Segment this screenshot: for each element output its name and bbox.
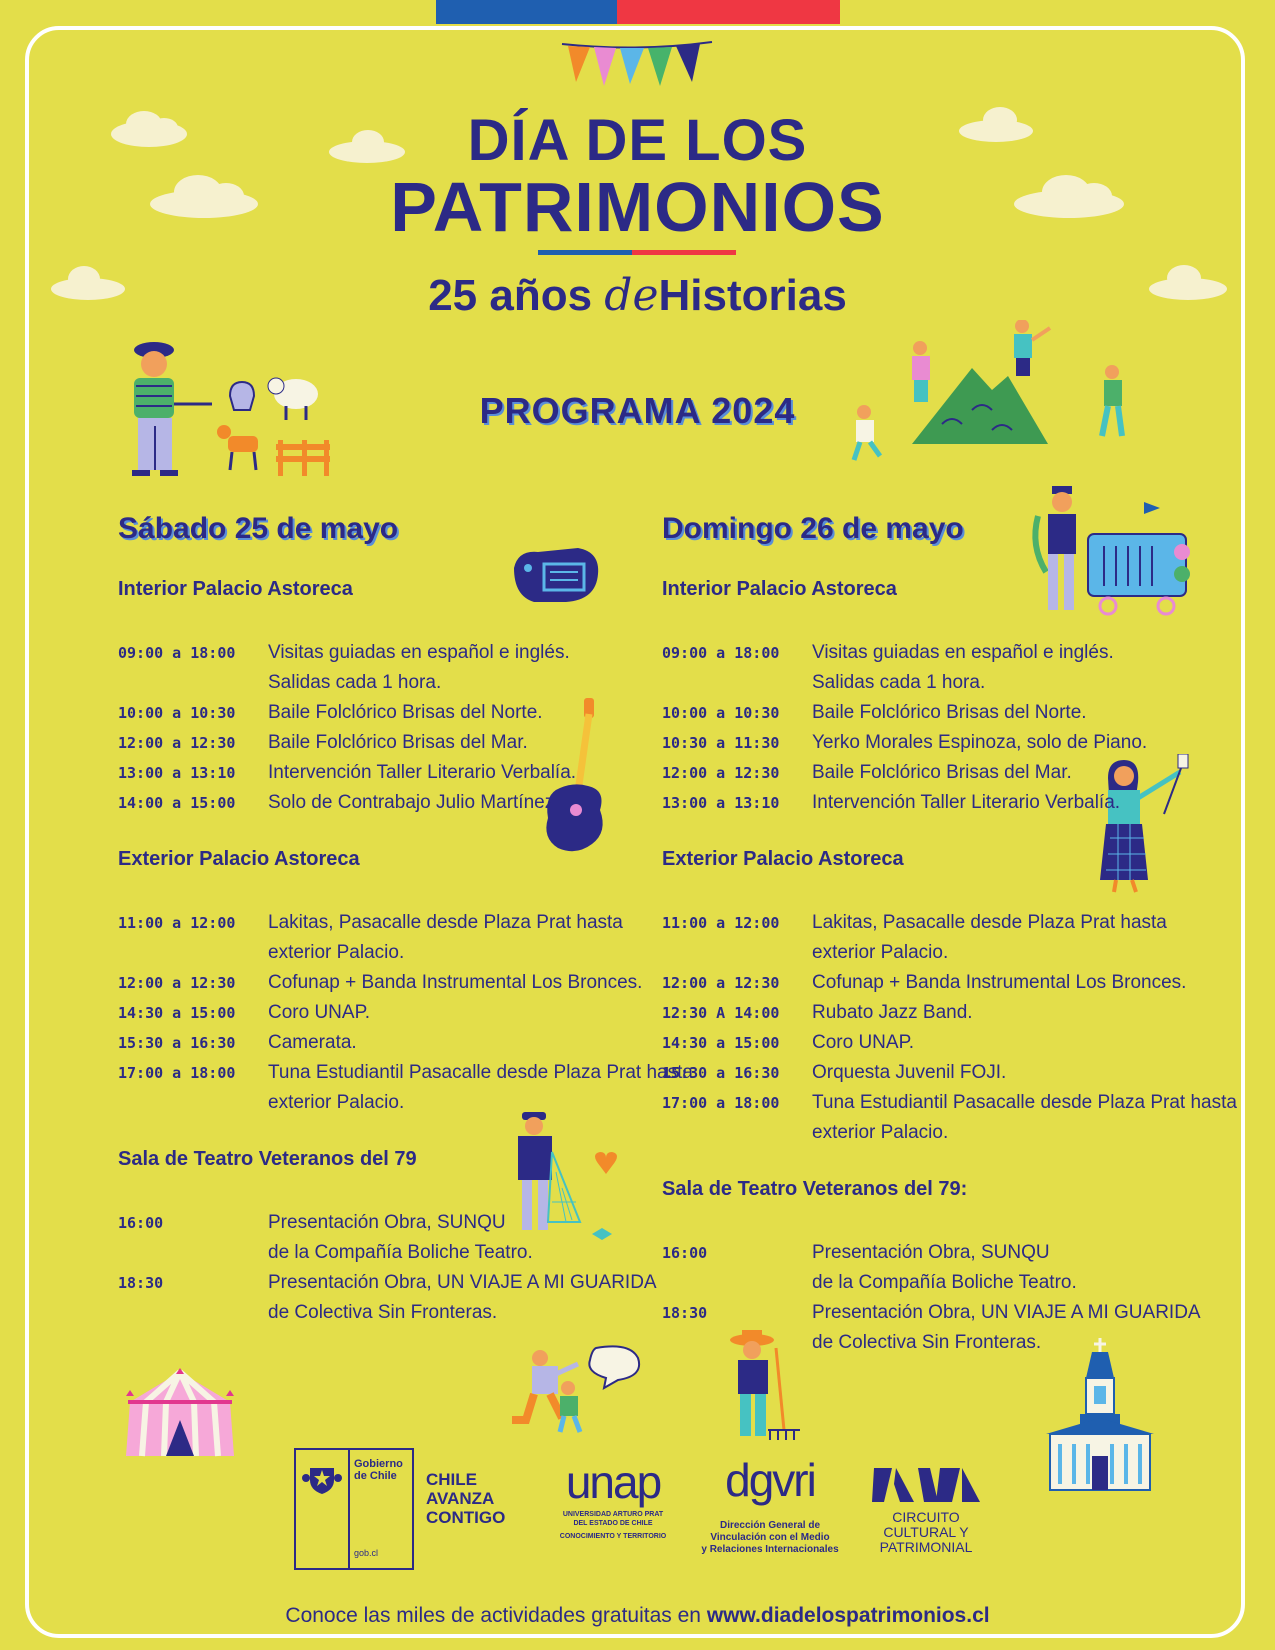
- activity: Baile Folclórico Brisas del Mar.: [812, 762, 1072, 783]
- saturday-title: Sábado 25 de mayo: [118, 512, 399, 545]
- title-underline-red: [632, 250, 736, 255]
- time: 12:00 a 12:30: [118, 734, 236, 752]
- time: 10:00 a 10:30: [118, 704, 236, 722]
- circuito-line2: CULTURAL Y: [883, 1524, 969, 1540]
- footer-link[interactable]: www.diadelospatrimonios.cl: [706, 1604, 990, 1627]
- bunting-icon: [560, 40, 715, 90]
- activity: Lakitas, Pasacalle desde Plaza Prat hasta: [812, 912, 1167, 933]
- farmer-illustration: [118, 336, 333, 484]
- activity: de la Compañía Boliche Teatro.: [268, 1242, 533, 1263]
- activity: Orquesta Juvenil FOJI.: [812, 1062, 1007, 1083]
- dgvri-logo: dgvri: [725, 1454, 815, 1506]
- activity: de Colectiva Sin Fronteras.: [268, 1302, 498, 1323]
- activity: Presentación Obra, UN VIAJE A MI GUARIDA: [268, 1272, 657, 1293]
- activity: de la Compañía Boliche Teatro.: [812, 1272, 1077, 1293]
- activity: Coro UNAP.: [812, 1032, 915, 1053]
- activity: Tuna Estudiantil Pasacalle desde Plaza Prat hasta: [812, 1092, 1237, 1113]
- time: 12:30 A 14:00: [662, 1004, 780, 1022]
- subtitle: [0, 268, 1275, 324]
- sunday-venue-teatro: Sala de Teatro Veteranos del 79:: [662, 1178, 968, 1200]
- activity: Intervención Taller Literario Verbalía.: [812, 792, 1121, 813]
- coat-of-arms-icon: [302, 1460, 342, 1494]
- sunday-venue-exterior: Exterior Palacio Astoreca: [662, 848, 904, 870]
- dgvri-sub2: Vinculación con el Medio: [710, 1532, 830, 1543]
- unap-sub2: DEL ESTADO DE CHILE: [573, 1520, 653, 1527]
- chile-avanza-line3: CONTIGO: [426, 1508, 506, 1527]
- time: 11:00 a 12:00: [118, 914, 236, 932]
- activity: Visitas guiadas en español e inglés.: [812, 642, 1114, 663]
- selfie-woman-illustration: [1094, 754, 1194, 894]
- footer-text: Conoce las miles de actividades gratuitas en: [285, 1604, 701, 1627]
- circuito-logo-icon: [870, 1462, 982, 1506]
- dgvri-subtitle: [690, 1520, 850, 1556]
- saturday-venue-interior: Interior Palacio Astoreca: [118, 578, 353, 600]
- activity: Baile Folclórico Brisas del Norte.: [812, 702, 1087, 723]
- time: 17:00 a 18:00: [118, 1064, 236, 1082]
- dgvri-sub1: Dirección General de: [719, 1520, 821, 1531]
- activity: exterior Palacio.: [812, 1122, 949, 1143]
- saturday-venue-teatro: Sala de Teatro Veteranos del 79: [118, 1148, 417, 1170]
- activity: Tuna Estudiantil Pasacalle desde Plaza Prat hasta: [268, 1062, 693, 1083]
- activity: Presentación Obra, SUNQU: [812, 1242, 1050, 1263]
- circuito-label: [860, 1510, 992, 1555]
- hikers-mountain-illustration: [842, 320, 1142, 480]
- storyteller-illustration: [506, 1344, 646, 1440]
- time: 09:00 a 18:00: [118, 644, 236, 662]
- activity: Solo de Contrabajo Julio Martínez.: [268, 792, 560, 813]
- activity: Presentación Obra, UN VIAJE A MI GUARIDA: [812, 1302, 1201, 1323]
- subtitle-script: de: [604, 270, 659, 321]
- title-line-2: PATRIMONIOS: [390, 168, 885, 246]
- unap-logo: unap: [565, 1456, 661, 1508]
- footer: [0, 1604, 1275, 1628]
- fisherman-illustration: [504, 1112, 634, 1242]
- time: 16:00: [662, 1244, 708, 1262]
- circuito-line3: PATRIMONIAL: [879, 1539, 973, 1555]
- time: 18:30: [118, 1274, 164, 1292]
- woven-bird-illustration: [508, 544, 604, 606]
- rake-farmer-illustration: [724, 1330, 808, 1444]
- activity: de Colectiva Sin Fronteras.: [812, 1332, 1042, 1353]
- time: 13:00 a 13:10: [118, 764, 236, 782]
- time: 09:00 a 18:00: [662, 644, 780, 662]
- church-illustration: [1040, 1338, 1160, 1496]
- activity: Salidas cada 1 hora.: [812, 672, 986, 693]
- organ-grinder-illustration: [1024, 486, 1196, 622]
- title-underline-blue: [538, 250, 632, 255]
- circuito-line1: CIRCUITO: [892, 1509, 960, 1525]
- subtitle-suffix: Historias: [658, 271, 847, 320]
- time: 11:00 a 12:00: [662, 914, 780, 932]
- time: 18:30: [662, 1304, 708, 1322]
- time: 17:00 a 18:00: [662, 1094, 780, 1112]
- activity: Intervención Taller Literario Verbalía.: [268, 762, 577, 783]
- time: 15:30 a 16:30: [662, 1064, 780, 1082]
- time: 12:00 a 12:30: [118, 974, 236, 992]
- activity: Presentación Obra, SUNQU: [268, 1212, 506, 1233]
- time: 10:00 a 10:30: [662, 704, 780, 722]
- gobierno-label: Gobierno de Chile: [354, 1458, 403, 1482]
- saturday-venue-exterior: Exterior Palacio Astoreca: [118, 848, 360, 870]
- time: 12:00 a 12:30: [662, 974, 780, 992]
- activity: Baile Folclórico Brisas del Norte.: [268, 702, 543, 723]
- time: 13:00 a 13:10: [662, 794, 780, 812]
- activity: Rubato Jazz Band.: [812, 1002, 973, 1023]
- gobierno-url: gob.cl: [354, 1548, 379, 1558]
- unap-subtitle: [542, 1510, 684, 1541]
- title-line-1: DÍA DE LOS: [467, 108, 808, 173]
- sunday-venue-interior: Interior Palacio Astoreca: [662, 578, 897, 600]
- chile-avanza-line1: CHILE: [426, 1470, 477, 1489]
- activity: Lakitas, Pasacalle desde Plaza Prat hasta: [268, 912, 623, 933]
- activity: Yerko Morales Espinoza, solo de Piano.: [812, 732, 1148, 753]
- activity: Baile Folclórico Brisas del Mar.: [268, 732, 528, 753]
- sunday-title: Domingo 26 de mayo: [662, 512, 964, 545]
- flag-stripe-red: [617, 0, 840, 24]
- chile-avanza-logo: [426, 1470, 536, 1527]
- activity: Camerata.: [268, 1032, 357, 1053]
- dgvri-sub3: y Relaciones Internacionales: [701, 1544, 839, 1555]
- flag-stripe-blue: [436, 0, 617, 24]
- circus-tent-illustration: [122, 1368, 240, 1464]
- unap-sub1: UNIVERSIDAD ARTURO PRAT: [562, 1511, 664, 1518]
- time: 10:30 a 11:30: [662, 734, 780, 752]
- activity: Cofunap + Banda Instrumental Los Bronces.: [268, 972, 643, 993]
- activity: Visitas guiadas en español e inglés.: [268, 642, 570, 663]
- logo-divider: [348, 1450, 350, 1568]
- time: 12:00 a 12:30: [662, 764, 780, 782]
- activity: Salidas cada 1 hora.: [268, 672, 442, 693]
- activity: exterior Palacio.: [268, 942, 405, 963]
- unap-sub3: CONOCIMIENTO Y TERRITORIO: [559, 1533, 667, 1540]
- chile-avanza-line2: AVANZA: [426, 1489, 495, 1508]
- activity: Cofunap + Banda Instrumental Los Bronces.: [812, 972, 1187, 993]
- time: 16:00: [118, 1214, 164, 1232]
- programa-title: PROGRAMA 2024: [479, 390, 796, 431]
- time: 15:30 a 16:30: [118, 1034, 236, 1052]
- activity: exterior Palacio.: [812, 942, 949, 963]
- gobierno-logo: [294, 1448, 414, 1570]
- activity: Coro UNAP.: [268, 1002, 371, 1023]
- activity: exterior Palacio.: [268, 1092, 405, 1113]
- time: 14:30 a 15:00: [662, 1034, 780, 1052]
- time: 14:30 a 15:00: [118, 1004, 236, 1022]
- time: 14:00 a 15:00: [118, 794, 236, 812]
- subtitle-prefix: 25 años: [428, 271, 593, 320]
